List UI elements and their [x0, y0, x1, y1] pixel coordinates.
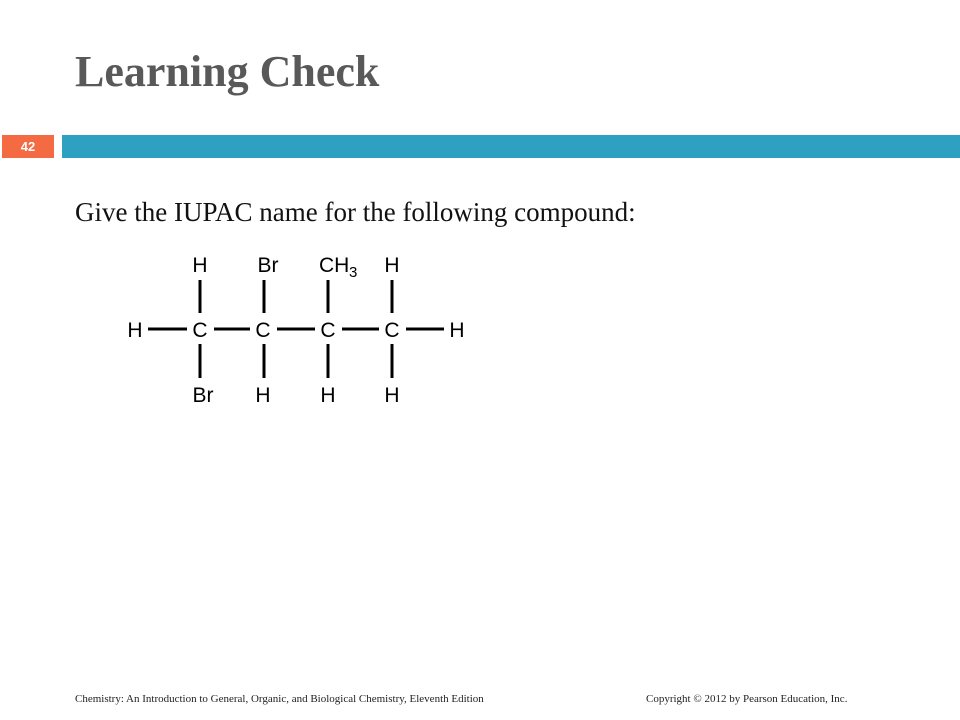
atom-bottom-2: H — [255, 384, 271, 407]
footer-book-title: Chemistry: An Introduction to General, Organic, and Biological Chemistry, Eleventh Edition — [75, 693, 484, 705]
footer-copyright: Copyright © 2012 by Pearson Education, Inc. — [646, 693, 848, 705]
structural-formula — [100, 240, 480, 410]
atom-top-3-subscript: 3 — [349, 264, 358, 281]
question-text: Give the IUPAC name for the following compound: — [75, 197, 636, 227]
atom-bottom-3: H — [320, 384, 336, 407]
atom-top-1: H — [192, 254, 208, 277]
atom-top-4: H — [384, 254, 400, 277]
atom-bottom-4: H — [384, 384, 400, 407]
atom-top-2: Br — [257, 254, 279, 277]
atom-top-3: CH — [319, 254, 350, 277]
atom-carbon-2: C — [255, 319, 271, 342]
atom-mid-h-right: H — [449, 319, 465, 342]
atom-carbon-3: C — [320, 319, 336, 342]
atom-mid-h-left: H — [127, 319, 143, 342]
atom-carbon-1: C — [192, 319, 208, 342]
slide-title: Learning Check — [75, 47, 380, 96]
atom-bottom-1: Br — [192, 384, 214, 407]
accent-bar — [62, 135, 960, 158]
atom-carbon-4: C — [384, 319, 400, 342]
slide-number-badge — [2, 135, 54, 158]
slide-number: 42 — [20, 139, 36, 154]
